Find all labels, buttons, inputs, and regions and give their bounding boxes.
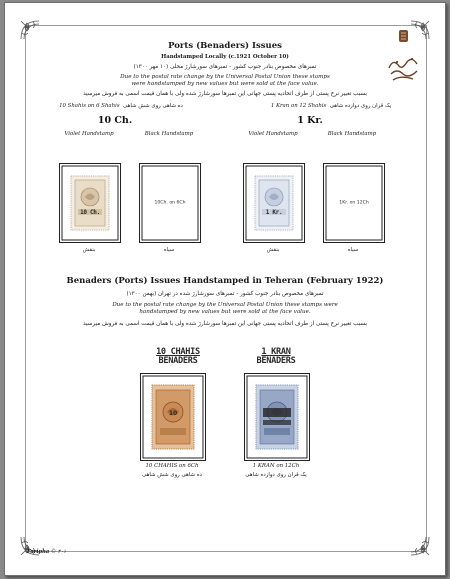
persian-title: تمبرهای مخصوص بنادر جنوب کشور - تمبرهای سورشارژ شده در تهران (بهمن ۱۳۰۰) (126, 291, 324, 297)
black-handstamp-label: Black Handstamp (327, 131, 377, 137)
overprint-text: 1 Kr. (265, 209, 283, 216)
group-label-left: 10 Shahis on 6 Shahis ده شاهی روی شش شاهی (59, 103, 183, 109)
footer-logo: Faripha © ۴۰۱ (27, 549, 67, 555)
svg-text:10: 10 (168, 410, 178, 417)
caption-left-persian: ده شاهی روی شش شاهی (142, 472, 202, 478)
caption-left: 10 CHAHIS on 6Ch (145, 463, 199, 469)
caption-right: 1 KRAN on 12Ch (252, 463, 300, 469)
note-line: Due to the postal rate change by the Universal Postal Union these stamps were (112, 302, 338, 308)
page-number: © ۴۰۱ (50, 549, 67, 555)
handstamp-sample-left: 10 CHAHIS BENADERS (156, 347, 200, 366)
stamp-placeholder: 10Ch. on 6Ch (154, 200, 186, 206)
stamp-image-icon (70, 174, 110, 232)
stamp-image-icon (151, 384, 195, 450)
section-subtitle: Handstamped Locally (c.1921 October 10) (161, 54, 289, 60)
violet-handstamp-label: Violet Handstamp (248, 131, 298, 137)
caption-violet: بنفش (266, 247, 280, 253)
stamp-mount (139, 163, 201, 243)
caption-black: سیاه (347, 247, 359, 253)
note-line: Due to the postal rate change by the Universal Postal Union these stamps (120, 74, 330, 80)
caption-right-persian: یک قران روی دوازده شاهی (245, 472, 307, 478)
violet-handstamp-label: Violet Handstamp (64, 131, 114, 137)
persian-note: بسبب تغییر نرخ پستی از طرف اتحادیه پستی جهانی این تمبرها سورشارژ شده ولی با همان قیمت اسمی به فروش میرسید (83, 91, 367, 97)
stamp-mount (59, 163, 121, 243)
stamp-mount (323, 163, 385, 243)
stamp-placeholder: 1Kr. on 12Ch (339, 200, 369, 206)
stamp-image-icon (255, 384, 299, 450)
corner-ornament-icon (409, 535, 431, 557)
section-title: Ports (Benaders) Issues (168, 41, 282, 51)
caption-black: سیاه (163, 247, 175, 253)
stamp-image-icon (254, 174, 294, 232)
overprint-text: 10 Ch. (80, 209, 100, 216)
persian-note: بسبب تغییر نرخ پستی از طرف اتحادیه پستی جهانی این تمبرها سورشارژ شده ولی با همان قیمت اسمی به فروش میرسید (83, 321, 367, 327)
stamp-mount (140, 373, 206, 461)
black-handstamp-label: Black Handstamp (144, 131, 194, 137)
overprint-value-right: 1 Kr. (297, 115, 323, 126)
note-line: handstamped by new values but were sold at the face value. (139, 309, 311, 315)
caption-violet: بنفش (82, 247, 96, 253)
stamp-mount (243, 163, 305, 243)
album-page (4, 2, 446, 576)
persian-title: تمبرهای مخصوص بنادر جنوب کشور - تمبرهای سورشارژ محلی (۱۰ مهر ۱۳۰۰) (133, 64, 317, 70)
group-label-right: 1 Kran on 12 Shahis یک قران روی دوازده شاهی (270, 103, 392, 109)
handstamp-sample-right: 1 KRAN BENADERS (256, 347, 296, 366)
overprint-value-left: 10 Ch. (97, 115, 133, 126)
note-line: were handstamped by new values but were sold at the face value. (131, 81, 319, 87)
stamp-mount (244, 373, 310, 461)
section-title: Benaders (Ports) Issues Handstamped in Teheran (February 1922) (66, 276, 384, 286)
corner-ornament-icon (19, 19, 41, 41)
